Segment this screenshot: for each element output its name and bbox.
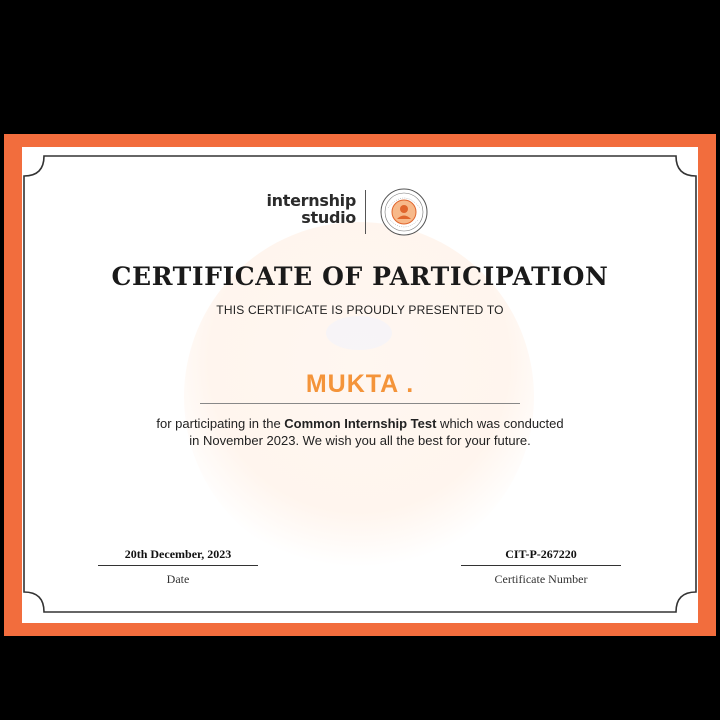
watermark-accent (326, 316, 392, 350)
logo-line-2: studio (301, 208, 356, 227)
body-text-test-name: Common Internship Test (284, 416, 437, 431)
certificate-subtitle: THIS CERTIFICATE IS PROUDLY PRESENTED TO (216, 303, 504, 317)
certificate-number-line (461, 565, 621, 566)
body-text-intro: for participating in the (156, 416, 285, 431)
recipient-underline (200, 403, 520, 404)
common-internship-test-seal-icon (380, 188, 428, 236)
certificate-body-text (150, 415, 570, 449)
logo-area (264, 188, 454, 238)
recipient-name: MUKTA . (305, 370, 415, 398)
logo-line-1: internship (266, 191, 356, 210)
date-block (98, 547, 258, 587)
certificate-number-value: CIT-P-267220 (505, 547, 577, 561)
certificate-title: CERTIFICATE OF PARTICIPATION (111, 262, 609, 291)
date-label: Date (166, 572, 190, 586)
certificate-number-block (461, 547, 621, 587)
certificate-number-label: Certificate Number (494, 572, 588, 586)
date-value: 20th December, 2023 (124, 547, 232, 561)
internship-studio-logo (264, 192, 356, 226)
logo-divider (365, 190, 366, 234)
body-text-closing: which was conducted in November 2023. We wish you all the best for your future. (189, 416, 564, 448)
date-line (98, 565, 258, 566)
